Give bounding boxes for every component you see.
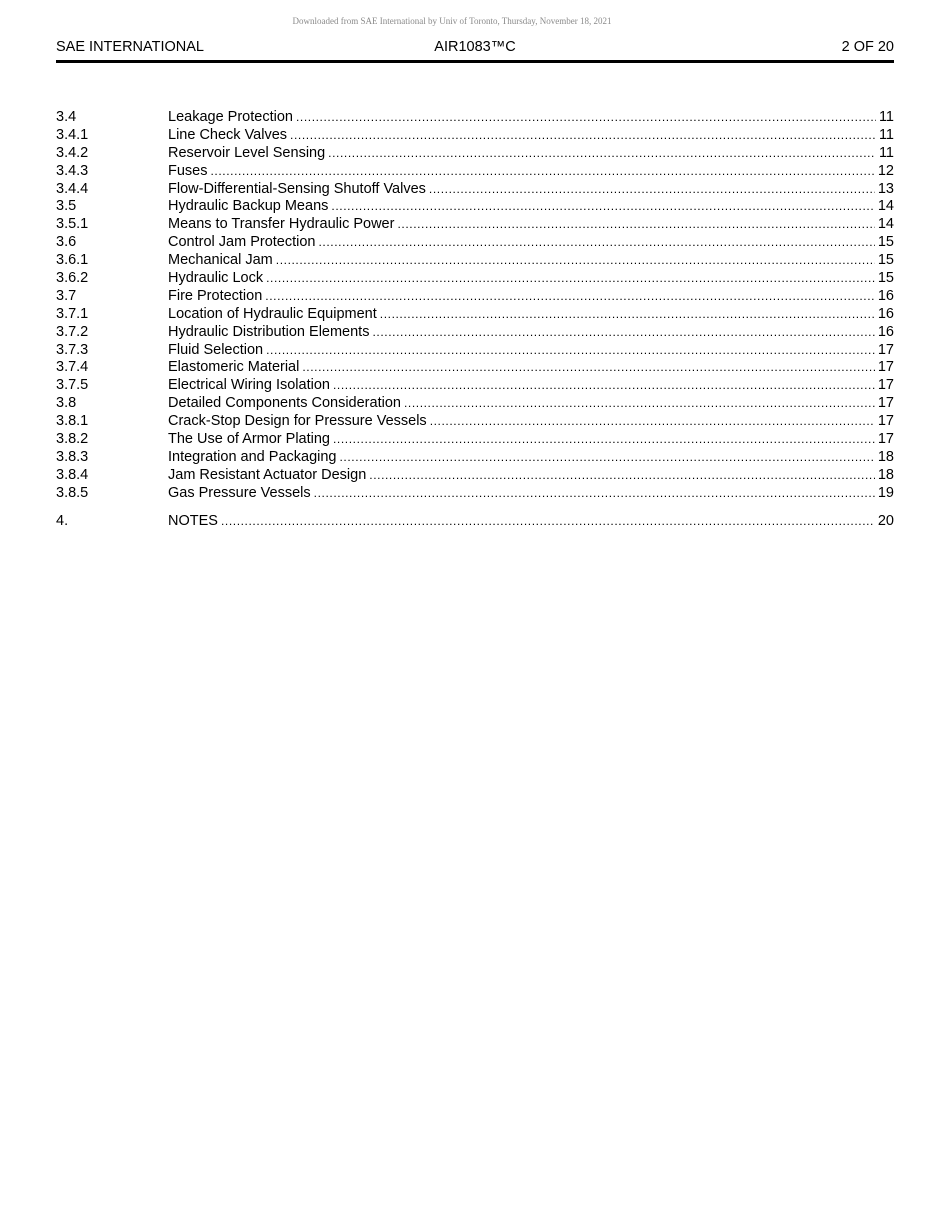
toc-section-title: Hydraulic Lock <box>168 270 266 288</box>
toc-section-title: Fire Protection <box>168 288 265 306</box>
toc-entry[interactable] <box>56 270 894 288</box>
document-number: AIR1083™C <box>434 39 516 55</box>
toc-entry[interactable] <box>56 127 894 145</box>
toc-entry-line <box>168 449 894 467</box>
toc-section-title: Crack-Stop Design for Pressure Vessels <box>168 413 430 431</box>
download-watermark: Downloaded from SAE International by Univ of Toronto, Thursday, November 18, 2021 <box>292 16 612 26</box>
toc-section-number: 3.4.2 <box>56 144 89 161</box>
toc-entry[interactable] <box>56 306 894 324</box>
toc-entry-line <box>168 377 894 395</box>
toc-page-number: 16 <box>877 287 894 304</box>
toc-section-title: Jam Resistant Actuator Design <box>168 467 369 485</box>
toc-section-number: 3.7.2 <box>56 323 89 340</box>
toc-dot-leader <box>211 163 875 181</box>
toc-entry[interactable] <box>56 395 894 413</box>
toc-section-title: Integration and Packaging <box>168 449 340 467</box>
toc-section-number: 3.7 <box>56 287 77 304</box>
toc-page-number: 18 <box>877 466 894 483</box>
toc-section-title: Location of Hydraulic Equipment <box>168 306 380 324</box>
toc-entry[interactable] <box>56 359 894 377</box>
toc-entry[interactable] <box>56 513 894 531</box>
toc-section-title: NOTES <box>168 513 221 531</box>
toc-dot-leader <box>397 216 874 234</box>
toc-entry-line <box>168 234 894 252</box>
toc-page-number: 17 <box>877 413 894 430</box>
toc-entry-line <box>168 288 894 306</box>
toc-section-number: 3.8.3 <box>56 448 89 465</box>
toc-entry[interactable] <box>56 467 894 485</box>
toc-entry-line <box>168 109 894 127</box>
toc-entry[interactable] <box>56 324 894 342</box>
toc-section-number: 3.7.3 <box>56 341 89 358</box>
toc-entry-line <box>168 145 894 163</box>
toc-dot-leader <box>302 359 875 377</box>
toc-entry-line <box>168 342 894 360</box>
toc-page-number: 17 <box>877 377 894 394</box>
toc-dot-leader <box>333 431 875 449</box>
toc-dot-leader <box>369 467 875 485</box>
toc-section-number: 3.7.4 <box>56 359 89 376</box>
toc-section-number: 3.4 <box>56 109 77 125</box>
toc-dot-leader <box>328 145 876 163</box>
toc-entry[interactable] <box>56 377 894 395</box>
toc-page-number: 12 <box>877 162 894 179</box>
toc-page-number: 11 <box>878 144 894 161</box>
toc-section-number: 3.7.5 <box>56 377 89 394</box>
publisher-name: SAE INTERNATIONAL <box>56 39 204 55</box>
toc-section-number: 3.8.2 <box>56 431 89 448</box>
toc-page-number: 14 <box>877 216 894 233</box>
toc-entry[interactable] <box>56 216 894 234</box>
toc-entry-line <box>168 306 894 324</box>
toc-entry[interactable] <box>56 198 894 216</box>
toc-dot-leader <box>296 109 876 127</box>
toc-entry[interactable] <box>56 252 894 270</box>
toc-entry[interactable] <box>56 449 894 467</box>
toc-entry-line <box>168 181 894 199</box>
toc-section-number: 3.8.4 <box>56 466 89 483</box>
toc-page-number: 17 <box>877 431 894 448</box>
toc-dot-leader <box>333 377 875 395</box>
toc-entry-line <box>168 270 894 288</box>
toc-dot-leader <box>430 413 875 431</box>
toc-section-title: Leakage Protection <box>168 109 296 127</box>
toc-section-title: Control Jam Protection <box>168 234 318 252</box>
toc-section-title: Gas Pressure Vessels <box>168 485 314 503</box>
toc-page-number: 16 <box>877 305 894 322</box>
toc-dot-leader <box>314 485 875 503</box>
toc-dot-leader <box>265 288 875 306</box>
toc-entry[interactable] <box>56 181 894 199</box>
toc-dot-leader <box>372 324 874 342</box>
header-rule <box>56 60 894 63</box>
toc-page-number: 17 <box>877 341 894 358</box>
toc-entry[interactable] <box>56 163 894 181</box>
toc-page-number: 18 <box>877 448 894 465</box>
toc-dot-leader <box>221 513 875 531</box>
toc-entry-line <box>168 467 894 485</box>
toc-entry-line <box>168 216 894 234</box>
toc-section-number: 3.8.1 <box>56 413 89 430</box>
toc-section-title: Mechanical Jam <box>168 252 276 270</box>
toc-page-number: 11 <box>878 126 894 143</box>
toc-page-number: 20 <box>877 512 894 529</box>
toc-section-title: Detailed Components Consideration <box>168 395 404 413</box>
toc-entry[interactable] <box>56 145 894 163</box>
toc-section-title: Means to Transfer Hydraulic Power <box>168 216 397 234</box>
toc-dot-leader <box>290 127 876 145</box>
page-header <box>56 39 894 57</box>
toc-entry-line <box>168 513 894 531</box>
toc-entry[interactable] <box>56 431 894 449</box>
toc-page-number: 17 <box>877 395 894 412</box>
table-of-contents <box>56 109 894 530</box>
toc-dot-leader <box>331 198 874 216</box>
toc-entry[interactable] <box>56 234 894 252</box>
toc-dot-leader <box>276 252 875 270</box>
toc-dot-leader <box>266 270 875 288</box>
toc-section-number: 3.4.3 <box>56 162 89 179</box>
toc-section-title: The Use of Armor Plating <box>168 431 333 449</box>
toc-dot-leader <box>318 234 874 252</box>
toc-page-number: 15 <box>877 234 894 251</box>
toc-section-number: 3.4.4 <box>56 180 89 197</box>
toc-page-number: 14 <box>877 198 894 215</box>
toc-section-number: 4. <box>56 512 69 529</box>
toc-entry-line <box>168 413 894 431</box>
toc-section-title: Fuses <box>168 163 211 181</box>
toc-section-number: 3.7.1 <box>56 305 89 322</box>
toc-dot-leader <box>404 395 875 413</box>
toc-section-title: Fluid Selection <box>168 342 266 360</box>
toc-entry-line <box>168 198 894 216</box>
toc-entry-line <box>168 163 894 181</box>
toc-entry-line <box>168 324 894 342</box>
toc-section-title: Elastomeric Material <box>168 359 302 377</box>
toc-entry-line <box>168 252 894 270</box>
toc-section-number: 3.8 <box>56 395 77 412</box>
toc-section-title: Line Check Valves <box>168 127 290 145</box>
toc-page-number: 15 <box>877 252 894 269</box>
toc-section-number: 3.6.1 <box>56 252 89 269</box>
toc-section-title: Electrical Wiring Isolation <box>168 377 333 395</box>
toc-entry-line <box>168 485 894 503</box>
toc-section-number: 3.5.1 <box>56 216 89 233</box>
toc-section-title: Reservoir Level Sensing <box>168 145 328 163</box>
toc-section-number: 3.5 <box>56 198 77 215</box>
toc-entry[interactable] <box>56 288 894 306</box>
toc-section-number: 3.6 <box>56 234 77 251</box>
toc-section-number: 3.8.5 <box>56 484 89 501</box>
page-number: 2 OF 20 <box>841 39 894 55</box>
toc-dot-leader <box>429 181 875 199</box>
toc-section-number: 3.4.1 <box>56 126 89 143</box>
toc-page-number: 19 <box>877 484 894 501</box>
toc-entry[interactable] <box>56 109 894 127</box>
toc-entry[interactable] <box>56 413 894 431</box>
toc-entry-line <box>168 359 894 377</box>
toc-page-number: 15 <box>877 270 894 287</box>
toc-section-title: Hydraulic Distribution Elements <box>168 324 372 342</box>
toc-page-number: 17 <box>877 359 894 376</box>
toc-page-number: 13 <box>877 180 894 197</box>
toc-entry-line <box>168 127 894 145</box>
toc-entry-line <box>168 431 894 449</box>
toc-section-title: Flow-Differential-Sensing Shutoff Valves <box>168 181 429 199</box>
toc-page-number: 11 <box>878 109 894 125</box>
toc-dot-leader <box>266 342 875 360</box>
toc-page-number: 16 <box>877 323 894 340</box>
toc-entry[interactable] <box>56 485 894 503</box>
toc-section-number: 3.6.2 <box>56 270 89 287</box>
toc-section-title: Hydraulic Backup Means <box>168 198 331 216</box>
toc-dot-leader <box>380 306 875 324</box>
toc-entry-line <box>168 395 894 413</box>
toc-dot-leader <box>340 449 875 467</box>
toc-entry[interactable] <box>56 342 894 360</box>
